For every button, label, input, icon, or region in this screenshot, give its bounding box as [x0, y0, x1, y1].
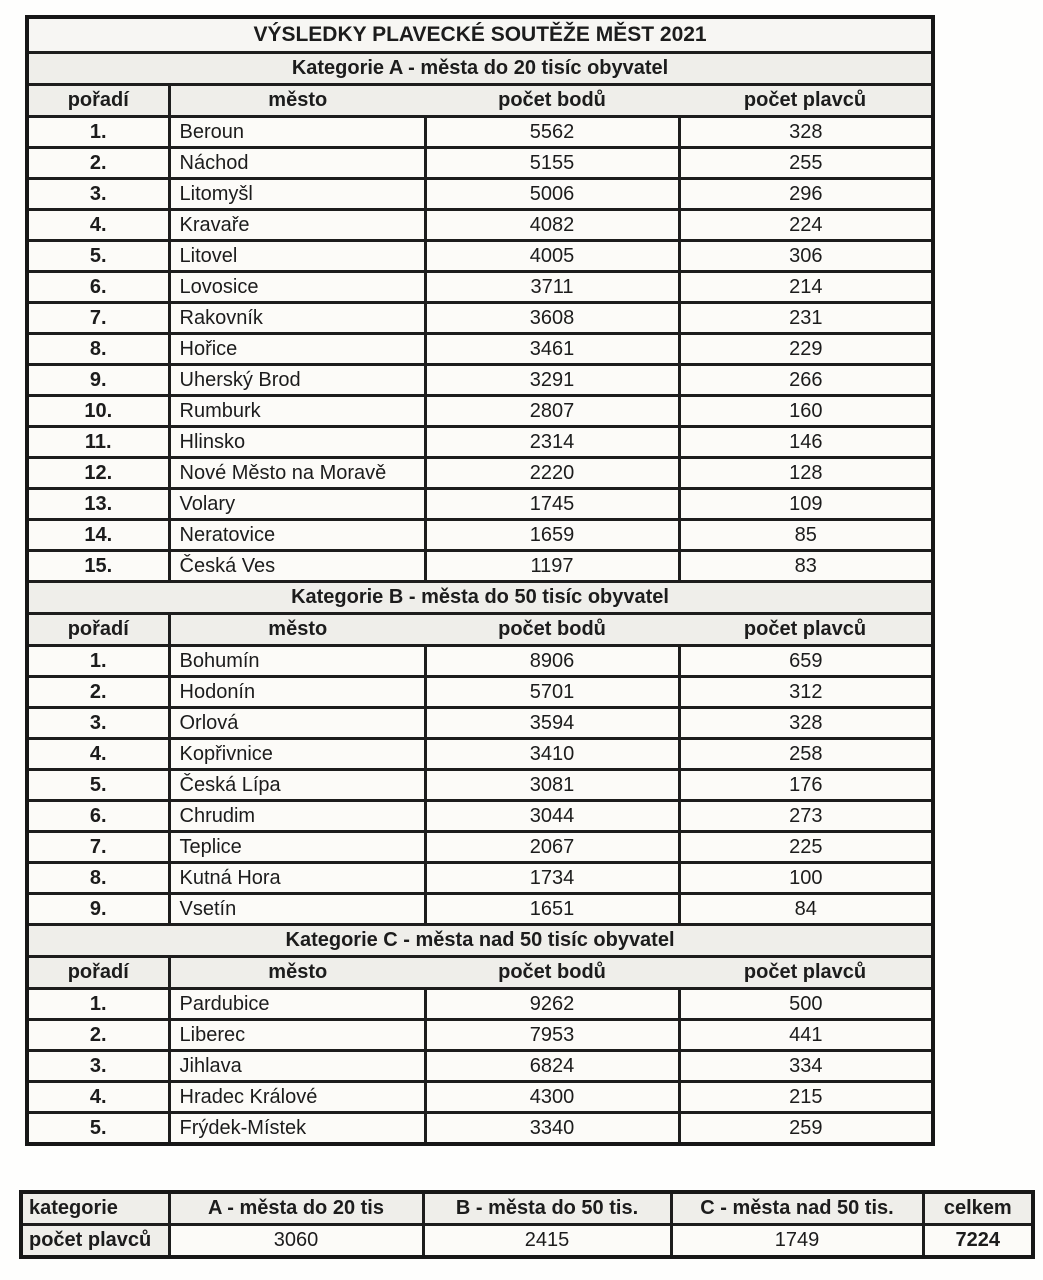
- rank-cell: 12.: [27, 458, 169, 489]
- table-row: [27, 1113, 933, 1145]
- rank-cell: 13.: [27, 489, 169, 520]
- table-row: [27, 677, 933, 708]
- points-cell: 3461: [425, 334, 679, 365]
- section-band-row: [27, 582, 933, 614]
- summary-value-b: 2415: [423, 1225, 671, 1258]
- table-row: [27, 1082, 933, 1113]
- city-cell: Hořice: [169, 334, 425, 365]
- rank-cell: 3.: [27, 179, 169, 210]
- points-cell: 8906: [425, 646, 679, 677]
- table-row: [27, 303, 933, 334]
- rank-cell: 1.: [27, 646, 169, 677]
- points-cell: 4300: [425, 1082, 679, 1113]
- swimmers-cell: 441: [679, 1020, 933, 1051]
- table-row: [27, 458, 933, 489]
- points-cell: 6824: [425, 1051, 679, 1082]
- summary-col-category-c: C - města nad 50 tis.: [671, 1192, 923, 1225]
- section-heading: Kategorie B - města do 50 tisíc obyvatel: [27, 582, 933, 614]
- swimmers-cell: 296: [679, 179, 933, 210]
- city-cell: Litomyšl: [169, 179, 425, 210]
- table-row: [27, 989, 933, 1020]
- column-header-row: [27, 85, 933, 117]
- table-row: [27, 1051, 933, 1082]
- points-cell: 4082: [425, 210, 679, 241]
- summary-col-celkem: celkem: [923, 1192, 1033, 1225]
- table-row: [27, 801, 933, 832]
- swimmers-cell: 312: [679, 677, 933, 708]
- city-cell: Hodonín: [169, 677, 425, 708]
- column-header-city: město: [169, 85, 425, 117]
- city-cell: Teplice: [169, 832, 425, 863]
- rank-cell: 14.: [27, 520, 169, 551]
- summary-total: 7224: [923, 1225, 1033, 1258]
- table-row: [27, 210, 933, 241]
- table-row: [27, 272, 933, 303]
- swimmers-cell: 258: [679, 739, 933, 770]
- swimmers-cell: 100: [679, 863, 933, 894]
- points-cell: 2067: [425, 832, 679, 863]
- table-row: [27, 770, 933, 801]
- swimmers-cell: 659: [679, 646, 933, 677]
- swimmers-cell: 500: [679, 989, 933, 1020]
- rank-cell: 7.: [27, 832, 169, 863]
- summary-value-a: 3060: [169, 1225, 423, 1258]
- column-header-swimmers: počet plavců: [679, 957, 933, 989]
- swimmers-cell: 84: [679, 894, 933, 925]
- rank-cell: 8.: [27, 863, 169, 894]
- points-cell: 3081: [425, 770, 679, 801]
- column-header-rank: pořadí: [27, 85, 169, 117]
- swimmers-cell: 176: [679, 770, 933, 801]
- swimmers-cell: 306: [679, 241, 933, 272]
- table-row: [27, 739, 933, 770]
- city-cell: Beroun: [169, 117, 425, 148]
- swimmers-cell: 128: [679, 458, 933, 489]
- table-row: [27, 117, 933, 148]
- rank-cell: 3.: [27, 1051, 169, 1082]
- city-cell: Kopřivnice: [169, 739, 425, 770]
- city-cell: Jihlava: [169, 1051, 425, 1082]
- points-cell: 9262: [425, 989, 679, 1020]
- swimmers-cell: 229: [679, 334, 933, 365]
- table-row: [27, 489, 933, 520]
- rank-cell: 10.: [27, 396, 169, 427]
- city-cell: Bohumín: [169, 646, 425, 677]
- points-cell: 2220: [425, 458, 679, 489]
- table-row: [27, 863, 933, 894]
- swimmers-cell: 266: [679, 365, 933, 396]
- table-row: [27, 179, 933, 210]
- rank-cell: 4.: [27, 1082, 169, 1113]
- swimmers-cell: 224: [679, 210, 933, 241]
- city-cell: Náchod: [169, 148, 425, 179]
- city-cell: Kutná Hora: [169, 863, 425, 894]
- table-row: [27, 396, 933, 427]
- table-row: [27, 1020, 933, 1051]
- points-cell: 2314: [425, 427, 679, 458]
- city-cell: Orlová: [169, 708, 425, 739]
- swimmers-cell: 160: [679, 396, 933, 427]
- swimmers-cell: 255: [679, 148, 933, 179]
- column-header-points: počet bodů: [425, 957, 679, 989]
- city-cell: Hradec Králové: [169, 1082, 425, 1113]
- points-cell: 3711: [425, 272, 679, 303]
- swimmers-cell: 273: [679, 801, 933, 832]
- table-row: [27, 427, 933, 458]
- summary-col-kategorie: kategorie: [21, 1192, 169, 1225]
- points-cell: 5562: [425, 117, 679, 148]
- column-header-swimmers: počet plavců: [679, 614, 933, 646]
- table-row: [27, 148, 933, 179]
- table-row: [27, 832, 933, 863]
- points-cell: 3291: [425, 365, 679, 396]
- points-cell: 1659: [425, 520, 679, 551]
- title-row: [27, 17, 933, 53]
- city-cell: Kravaře: [169, 210, 425, 241]
- table-row: [27, 241, 933, 272]
- rank-cell: 2.: [27, 148, 169, 179]
- city-cell: Pardubice: [169, 989, 425, 1020]
- rank-cell: 5.: [27, 1113, 169, 1145]
- column-header-swimmers: počet plavců: [679, 85, 933, 117]
- points-cell: 1197: [425, 551, 679, 582]
- table-row: [27, 334, 933, 365]
- points-cell: 3608: [425, 303, 679, 334]
- swimmers-cell: 85: [679, 520, 933, 551]
- column-header-rank: pořadí: [27, 614, 169, 646]
- points-cell: 5155: [425, 148, 679, 179]
- table-row: [27, 894, 933, 925]
- rank-cell: 4.: [27, 210, 169, 241]
- rank-cell: 1.: [27, 117, 169, 148]
- rank-cell: 9.: [27, 365, 169, 396]
- section-heading: Kategorie A - města do 20 tisíc obyvatel: [27, 53, 933, 85]
- swimmers-cell: 328: [679, 708, 933, 739]
- results-table: [25, 15, 935, 1146]
- summary-col-category-b: B - města do 50 tis.: [423, 1192, 671, 1225]
- summary-value-c: 1749: [671, 1225, 923, 1258]
- swimmers-cell: 146: [679, 427, 933, 458]
- points-cell: 5006: [425, 179, 679, 210]
- rank-cell: 2.: [27, 677, 169, 708]
- points-cell: 4005: [425, 241, 679, 272]
- points-cell: 3594: [425, 708, 679, 739]
- section-band-row: [27, 925, 933, 957]
- city-cell: Rumburk: [169, 396, 425, 427]
- swimmers-cell: 328: [679, 117, 933, 148]
- city-cell: Litovel: [169, 241, 425, 272]
- summary-table: [19, 1190, 1035, 1259]
- rank-cell: 5.: [27, 770, 169, 801]
- city-cell: Frýdek-Místek: [169, 1113, 425, 1145]
- swimmers-cell: 231: [679, 303, 933, 334]
- swimmers-cell: 83: [679, 551, 933, 582]
- rank-cell: 7.: [27, 303, 169, 334]
- rank-cell: 1.: [27, 989, 169, 1020]
- rank-cell: 3.: [27, 708, 169, 739]
- city-cell: Liberec: [169, 1020, 425, 1051]
- rank-cell: 8.: [27, 334, 169, 365]
- summary-data-row: [21, 1225, 1033, 1258]
- rank-cell: 15.: [27, 551, 169, 582]
- points-cell: 3410: [425, 739, 679, 770]
- city-cell: Hlinsko: [169, 427, 425, 458]
- summary-row-label: počet plavců: [21, 1225, 169, 1258]
- page-title: VÝSLEDKY PLAVECKÉ SOUTĚŽE MĚST 2021: [27, 17, 933, 53]
- section-heading: Kategorie C - města nad 50 tisíc obyvatel: [27, 925, 933, 957]
- rank-cell: 6.: [27, 801, 169, 832]
- swimmers-cell: 225: [679, 832, 933, 863]
- swimmers-cell: 215: [679, 1082, 933, 1113]
- rank-cell: 2.: [27, 1020, 169, 1051]
- city-cell: Nové Město na Moravě: [169, 458, 425, 489]
- city-cell: Chrudim: [169, 801, 425, 832]
- rank-cell: 4.: [27, 739, 169, 770]
- points-cell: 5701: [425, 677, 679, 708]
- city-cell: Česká Lípa: [169, 770, 425, 801]
- city-cell: Rakovník: [169, 303, 425, 334]
- city-cell: Lovosice: [169, 272, 425, 303]
- column-header-row: [27, 957, 933, 989]
- points-cell: 2807: [425, 396, 679, 427]
- points-cell: 3044: [425, 801, 679, 832]
- rank-cell: 11.: [27, 427, 169, 458]
- table-row: [27, 365, 933, 396]
- column-header-rank: pořadí: [27, 957, 169, 989]
- column-header-points: počet bodů: [425, 614, 679, 646]
- swimmers-cell: 334: [679, 1051, 933, 1082]
- column-header-city: město: [169, 957, 425, 989]
- section-band-row: [27, 53, 933, 85]
- table-row: [27, 551, 933, 582]
- points-cell: 1745: [425, 489, 679, 520]
- city-cell: Vsetín: [169, 894, 425, 925]
- city-cell: Neratovice: [169, 520, 425, 551]
- summary-header-row: [21, 1192, 1033, 1225]
- city-cell: Volary: [169, 489, 425, 520]
- table-row: [27, 520, 933, 551]
- points-cell: 3340: [425, 1113, 679, 1145]
- column-header-row: [27, 614, 933, 646]
- column-header-city: město: [169, 614, 425, 646]
- table-row: [27, 646, 933, 677]
- column-header-points: počet bodů: [425, 85, 679, 117]
- rank-cell: 9.: [27, 894, 169, 925]
- rank-cell: 6.: [27, 272, 169, 303]
- points-cell: 1651: [425, 894, 679, 925]
- swimmers-cell: 109: [679, 489, 933, 520]
- table-row: [27, 708, 933, 739]
- points-cell: 7953: [425, 1020, 679, 1051]
- summary-col-category-a: A - města do 20 tis: [169, 1192, 423, 1225]
- swimmers-cell: 214: [679, 272, 933, 303]
- swimmers-cell: 259: [679, 1113, 933, 1145]
- city-cell: Uherský Brod: [169, 365, 425, 396]
- points-cell: 1734: [425, 863, 679, 894]
- rank-cell: 5.: [27, 241, 169, 272]
- city-cell: Česká Ves: [169, 551, 425, 582]
